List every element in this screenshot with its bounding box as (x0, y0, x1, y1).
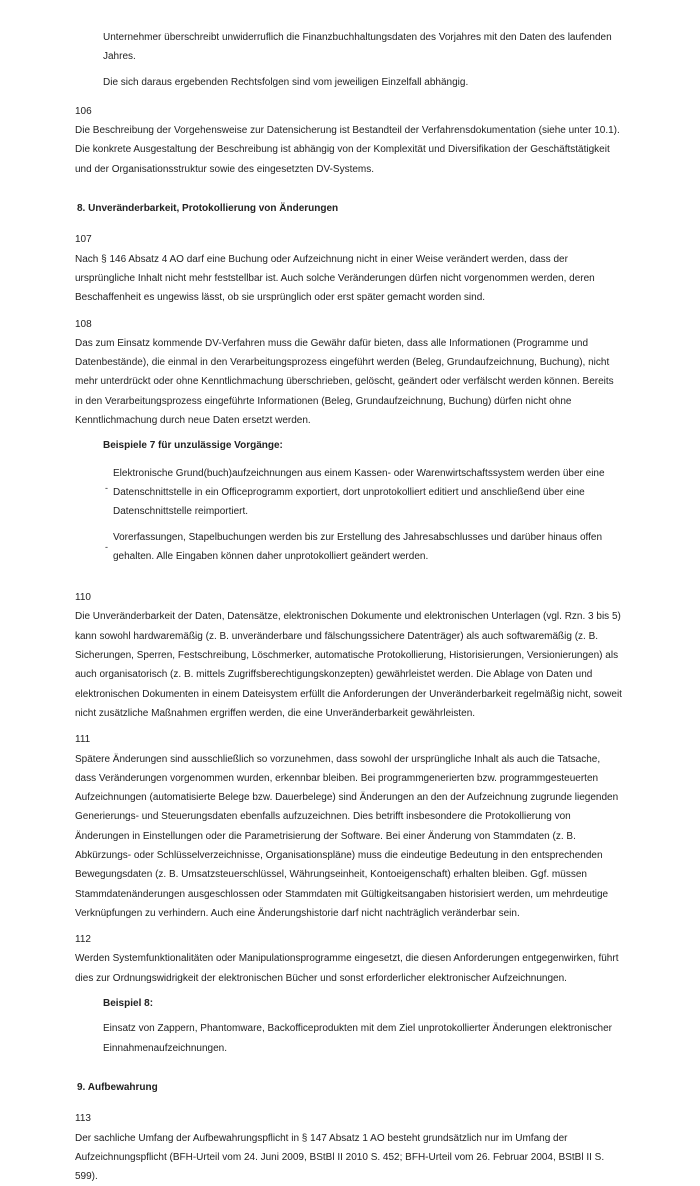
example-7-list (75, 464, 623, 566)
paragraph-number-107: 107 (75, 234, 92, 246)
intro-line-2: Die sich daraus ergebenden Rechtsfolgen sind vom jeweiligen Einzelfall abhängig. (103, 76, 469, 88)
bullet-dash: - (105, 541, 108, 552)
paragraph-112: Werden Systemfunktionalitäten oder Manipulationsprogramme eingesetzt, die diesen Anforderungen entgegenwirken, führt dies zur Ordnungswidrigkeit der elektronischen Bücher und sonst erforderlicher elektronischer Aufzeichnungen. (75, 953, 619, 984)
paragraph-number-106: 106 (75, 105, 92, 117)
paragraph-106: Die Beschreibung der Vorgehensweise zur Datensicherung ist Bestandteil der Verfahrensdokumentation (siehe unter 10.1). Die konkrete Ausgestaltung der Beschreibung ist abhängig von der Komplexität und Diversifikation der Geschäftstätigkeit und der Organisationsstruktur sowie des eingesetzten DV-Systems. (75, 125, 620, 175)
paragraph-number-113: 113 (75, 1113, 91, 1125)
paragraph-number-110: 110 (75, 592, 91, 604)
paragraph-108: Das zum Einsatz kommende DV-Verfahren muss die Gewähr dafür bieten, dass alle Informationen (Programme und Datenbestände), die einmal in den Verarbeitungsprozess eingeführt werden (Beleg, Grundaufzeichnung, Buchung), nicht mehr unterdrückt oder ohne Kenntlichmachung überschrieben, gelöscht, geändert oder verfälscht werden können. Bereits in den Verarbeitungsprozess eingeführte Informationen (Beleg, Grundaufzeichnung, Buchung) dürfen nicht ohne Kenntlichmachung durch neue Daten ersetzt werden. (75, 337, 614, 427)
list-item-text: Elektronische Grund(buch)aufzeichnungen aus einem Kassen- oder Warenwirtschaftssystem werden über eine Datenschnittstelle in ein Officeprogramm exportiert, dort unprotokolliert editiert und anschließend über eine Datenschnittstelle reimportiert. (113, 467, 605, 518)
section-8-title: 8. Unveränderbarkeit, Protokollierung von Änderungen (77, 203, 339, 215)
list-item (75, 464, 623, 522)
section-9-title: 9. Aufbewahrung (77, 1081, 158, 1093)
intro-line-1: Unternehmer überschreibt unwiderruflich die Finanzbuchhaltungsdaten des Vorjahres mit den Daten des laufenden Jahres. (103, 32, 612, 63)
example-8-heading: Beispiel 8: (103, 998, 154, 1010)
paragraph-number-112: 112 (75, 934, 91, 946)
list-item-text: Vorerfassungen, Stapelbuchungen werden bis zur Erstellung des Jahresabschlusses und darüber hinaus offen gehalten. Alle Eingaben können daher unprotokolliert geändert werden. (113, 531, 603, 562)
document-page (75, 28, 623, 1186)
paragraph-107: Nach § 146 Absatz 4 AO darf eine Buchung oder Aufzeichnung nicht in einer Weise verändert werden, dass der ursprüngliche Inhalt nicht mehr feststellbar ist. Auch solche Veränderungen dürfen nicht vorgenommen werden, deren Beschaffenheit es ungewiss lässt, ob sie ursprünglich oder erst später gemacht worden sind. (75, 253, 595, 304)
paragraph-110: Die Unveränderbarkeit der Daten, Datensätze, elektronischen Dokumente und elektronischen Unterlagen (vgl. Rzn. 3 bis 5) kann sowohl hardwaremäßig (z. B. unveränderbare und fälschungssichere Datenträger) als auch softwaremäßig (z. B. Sicherungen, Sperren, Festschreibung, Löschmerker, automatische Protokollierung, Historisierungen, Versionierungen) als auch organisatorisch (z. B. mittels Zugriffsberechtigungskonzepten) gewährleistet werden. Die Ablage von Daten und elektronischen Dokumenten in einem Dateisystem erfüllt die Anforderungen der Unveränderbarkeit regelmäßig nicht, soweit nicht zusätzliche Maßnahmen ergriffen werden, die eine Unveränderbarkeit gewährleisten. (75, 611, 622, 719)
paragraph-111: Spätere Änderungen sind ausschließlich so vorzunehmen, dass sowohl der ursprüngliche Inhalt als auch die Tatsache, dass Veränderungen vorgenommen wurden, erkennbar bleiben. Bei programmgenerierten bzw. programmgesteuerten Aufzeichnungen (automatisierte Belege bzw. Dauerbelege) sind Änderungen an den der Aufzeichnung zugrunde liegenden Generierungs- und Steuerungsdaten ebenfalls aufzuzeichnen. Dies betrifft insbesondere die Protokollierung von Änderungen in Einstellungen oder die Parametrisierung der Software. Bei einer Änderung von Stammdaten (z. B. Abkürzungs- oder Schlüsselverzeichnisse, Organisationspläne) muss die eindeutige Bedeutung in den entsprechenden Bewegungsdaten (z. B. Umsatzsteuerschlüssel, Währungseinheit, Kontoeigenschaft) erhalten bleiben. Ggf. müssen Stammdatenänderungen ausgeschlossen oder Stammdaten mit Gültigkeitsangaben historisiert werden, um mehrdeutige Verknüpfungen zu verhindern. Auch eine Änderungshistorie darf nicht nachträglich veränderbar sein. (75, 753, 619, 919)
paragraph-113: Der sachliche Umfang der Aufbewahrungspflicht in § 147 Absatz 1 AO besteht grundsätzlich nur im Umfang der Aufzeichnungspflicht (BFH-Urteil vom 24. Juni 2009, BStBl II 2010 S. 452; BFH-Urteil vom 26. Februar 2004, BStBl II S. 599). (75, 1132, 605, 1183)
example-7-heading: Beispiele 7 für unzulässige Vorgänge: (103, 440, 283, 452)
paragraph-number-108: 108 (75, 318, 92, 330)
paragraph-number-111: 111 (75, 734, 91, 746)
bullet-dash: - (105, 482, 108, 493)
example-8-text: Einsatz von Zappern, Phantomware, Backofficeprodukten mit dem Ziel unprotokollierter Änderungen elektronischer Einnahmenaufzeichnungen. (103, 1023, 612, 1054)
list-item (75, 528, 623, 567)
